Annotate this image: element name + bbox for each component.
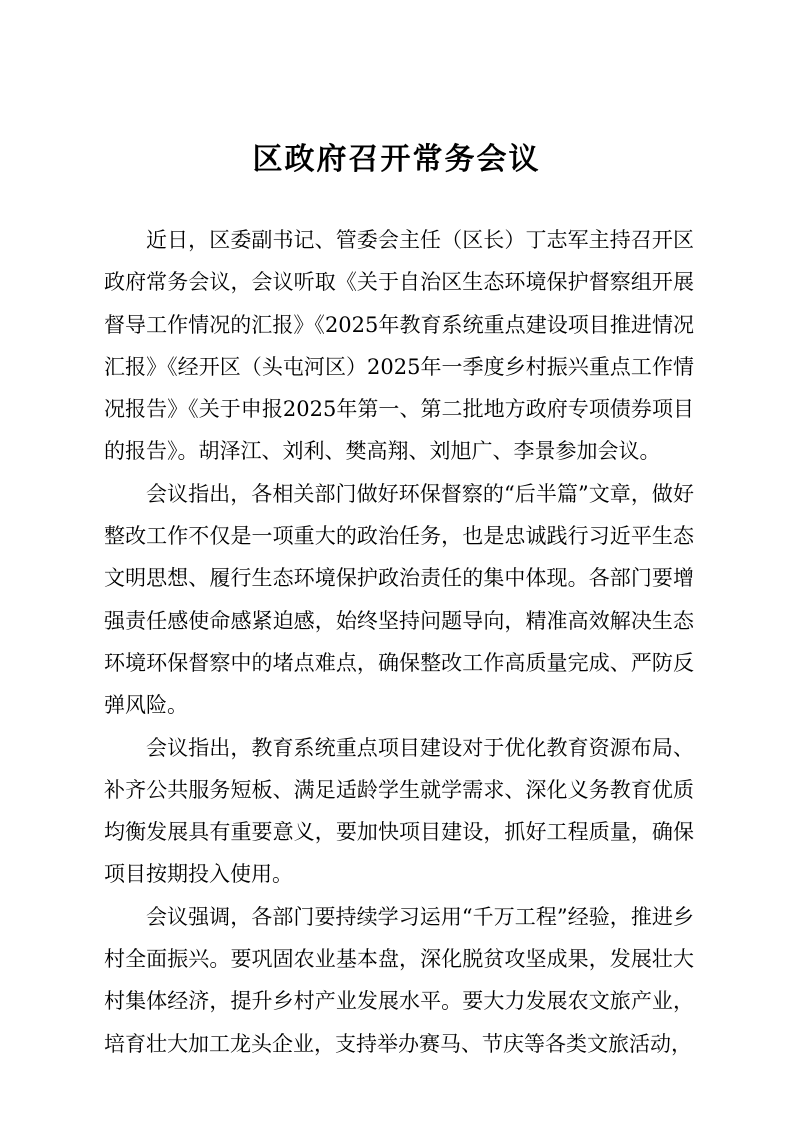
page-title: 区政府召开常务会议: [252, 142, 541, 177]
document-body: [104, 219, 694, 1065]
paragraph-1: 近日，区委副书记、管委会主任（区长）丁志军主持召开区政府常务会议，会议听取《关于自治区生态环境保护督察组开展督导工作情况的汇报》《2025年教育系统重点建设项目推进情况汇报》《经开区（头屯河区）2025年一季度乡村振兴重点工作情况报告》《关于申报2025年第一、第二批地方政府专项债券项目的报告》。胡泽江、刘利、樊高翔、刘旭广、李景参加会议。: [104, 228, 694, 464]
paragraph-2: 会议指出，各相关部门做好环保督察的“后半篇”文章，做好整改工作不仅是一项重大的政治任务，也是忠诚践行习近平生态文明思想、履行生态环境保护政治责任的集中体现。各部门要增强责任感使命感紧迫感，始终坚持问题导向，精准高效解决生态环境环保督察中的堵点难点，确保整改工作高质量完成、严防反弹风险。: [104, 481, 694, 718]
paragraph-3: 会议指出，教育系统重点项目建设对于优化教育资源布局、补齐公共服务短板、满足适龄学生就学需求、深化义务教育优质均衡发展具有重要意义，要加快项目建设，抓好工程质量，确保项目按期投入使用。: [104, 735, 694, 887]
paragraph-4: 会议强调，各部门要持续学习运用“千万工程”经验，推进乡村全面振兴。要巩固农业基本盘，深化脱贫攻坚成果，发展壮大村集体经济，提升乡村产业发展水平。要大力发展农文旅产业，培育壮大加工龙头企业，支持举办赛马、节庆等各类文旅活动，: [104, 904, 694, 1056]
